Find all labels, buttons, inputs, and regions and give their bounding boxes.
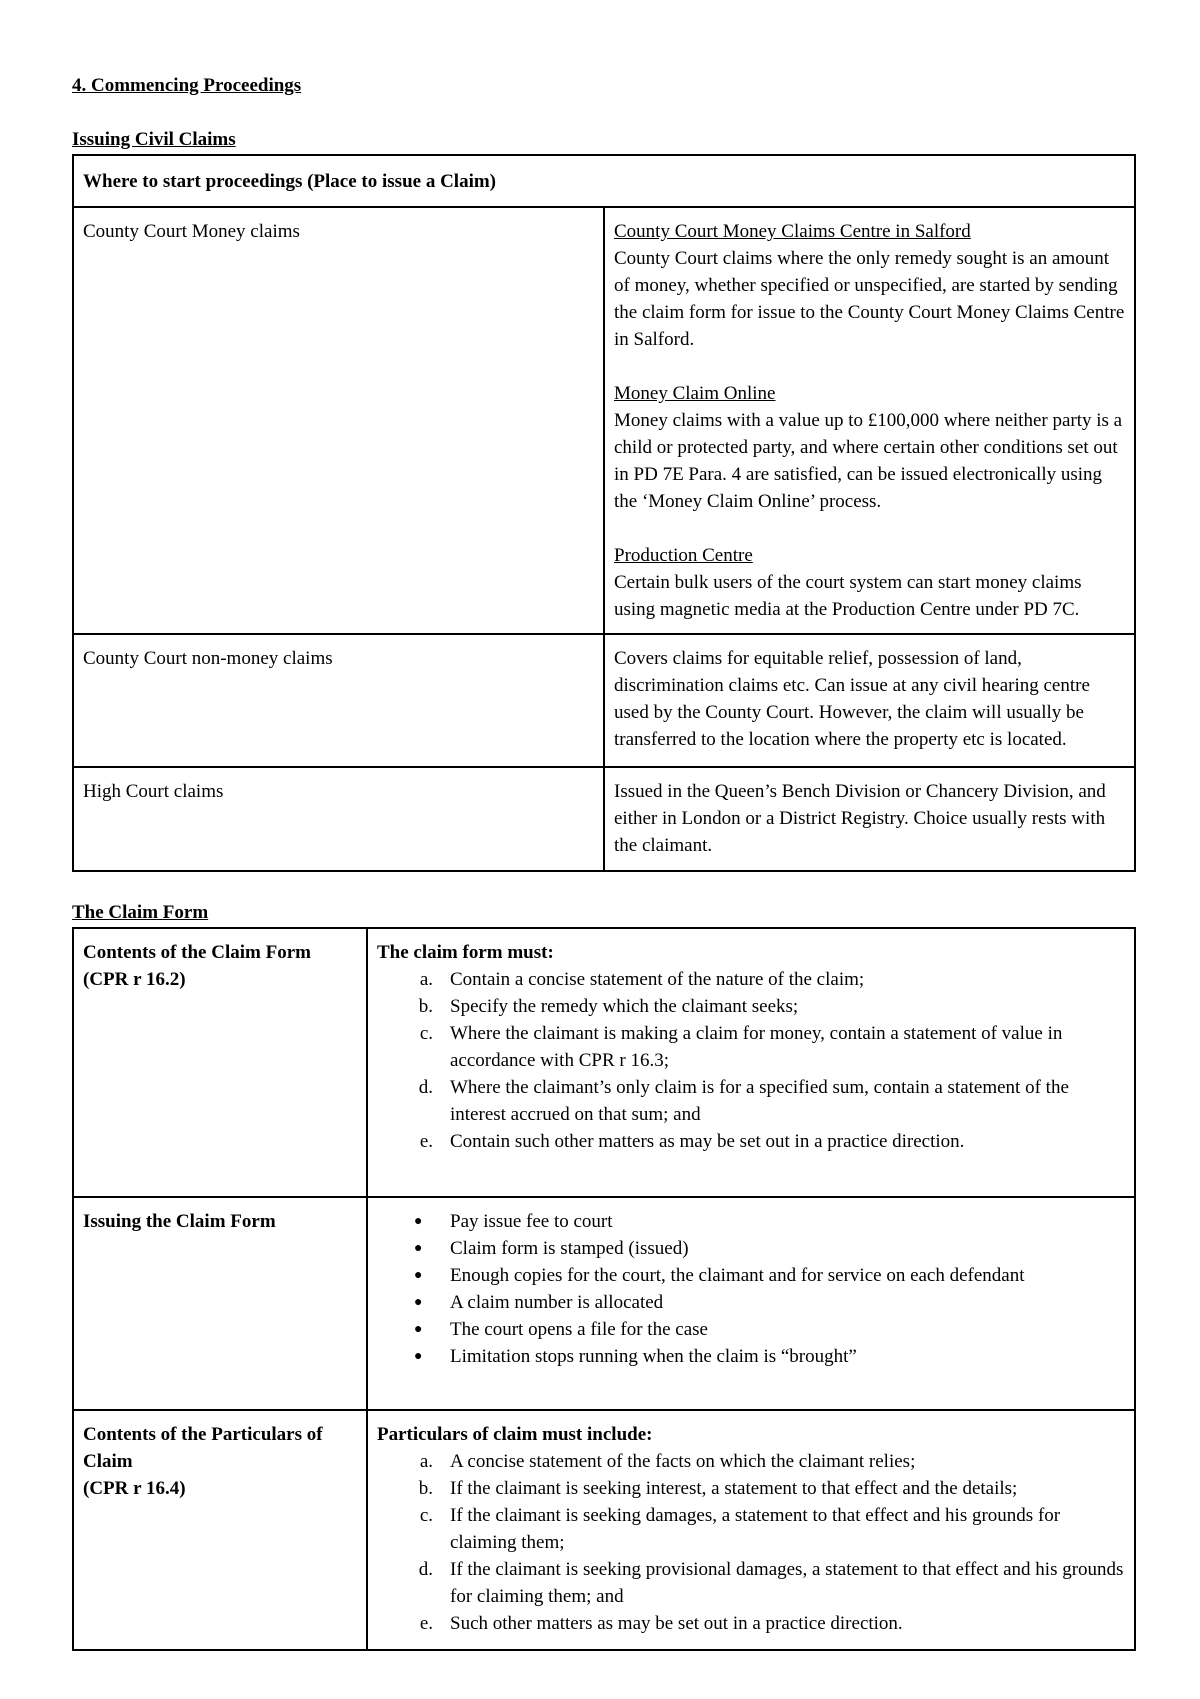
bullet-text: Enough copies for the court, the claimant and for service on each defendant — [450, 1265, 1025, 1286]
bullet-icon: ● — [414, 1349, 423, 1364]
list-marker: d. — [418, 1077, 433, 1098]
list-item — [377, 993, 1125, 1020]
table-header-cell: Where to start proceedings (Place to issue a Claim) — [73, 155, 1135, 207]
list-item — [377, 1448, 1125, 1475]
list-item — [377, 1502, 1125, 1556]
block-subheading: Production Centre — [614, 545, 753, 566]
lettered-list — [377, 966, 1125, 1155]
table-row — [73, 634, 1135, 767]
bullet-icon: ● — [414, 1241, 423, 1256]
list-item-text: Specify the remedy which the claimant seeks; — [450, 996, 799, 1017]
list-item — [377, 1475, 1125, 1502]
list-item-text: If the claimant is seeking damages, a statement to that effect and his grounds for claiming them; — [450, 1505, 1061, 1553]
row-content — [604, 207, 1135, 634]
list-marker: e. — [419, 1131, 433, 1152]
list-intro: The claim form must: — [377, 942, 554, 963]
row-label: County Court Money claims — [73, 207, 604, 634]
list-item-text: Contain a concise statement of the nature of the claim; — [450, 969, 865, 990]
document-page — [72, 70, 1136, 1651]
row-content — [367, 1410, 1135, 1650]
block-subheading: Money Claim Online — [614, 383, 776, 404]
bullet-text: Claim form is stamped (issued) — [450, 1238, 689, 1259]
list-item — [377, 966, 1125, 993]
list-marker: d. — [418, 1559, 433, 1580]
row-label-line: (CPR r 16.4) — [83, 1478, 186, 1499]
bullet-icon: ● — [414, 1214, 423, 1229]
row-label — [73, 1197, 367, 1410]
list-marker: a. — [419, 1451, 433, 1472]
row-label — [73, 928, 367, 1197]
list-item — [377, 1556, 1125, 1610]
row-label-line: Contents of the Claim Form — [83, 942, 311, 963]
list-intro: Particulars of claim must include: — [377, 1424, 653, 1445]
table-header-row — [73, 155, 1135, 207]
bullet-text: A claim number is allocated — [450, 1292, 664, 1313]
lettered-list — [377, 1448, 1125, 1637]
bullet-item — [377, 1316, 1125, 1343]
bullet-item — [377, 1208, 1125, 1235]
row-label-line: Issuing the Claim Form — [83, 1211, 276, 1232]
row-label-line: Contents of the Particulars of Claim — [83, 1424, 323, 1472]
table-row — [73, 1197, 1135, 1410]
list-item — [377, 1020, 1125, 1074]
row-content — [367, 1197, 1135, 1410]
list-item — [377, 1128, 1125, 1155]
block-text: Certain bulk users of the court system can start money claims using magnetic media at the Production Centre under PD 7C. — [614, 572, 1082, 620]
row-label-line: (CPR r 16.2) — [83, 969, 186, 990]
table-row — [73, 207, 1135, 634]
block-text: County Court claims where the only remedy sought is an amount of money, whether specified or unspecified, are started by sending the claim form for issue to the County Court Money Claims Centre in Salford. — [614, 248, 1125, 350]
row-content: Covers claims for equitable relief, possession of land, discrimination claims etc. Can issue at any civil hearing centre used by the County Court. However, the claim will usually be transferred to the location where the property etc is located. — [604, 634, 1135, 767]
list-marker: c. — [419, 1023, 433, 1044]
list-item-text: If the claimant is seeking interest, a statement to that effect and the details; — [450, 1478, 1018, 1499]
list-marker: e. — [419, 1613, 433, 1634]
bullet-item — [377, 1289, 1125, 1316]
where-to-start-table — [72, 154, 1136, 872]
list-item — [377, 1074, 1125, 1128]
list-item-text: Where the claimant’s only claim is for a specified sum, contain a statement of the interest accrued on that sum; and — [450, 1077, 1069, 1125]
list-item-text: A concise statement of the facts on which the claimant relies; — [450, 1451, 916, 1472]
list-marker: c. — [419, 1505, 433, 1526]
claim-form-table — [72, 927, 1136, 1651]
list-marker: b. — [418, 996, 433, 1017]
row-label: High Court claims — [73, 767, 604, 871]
bullet-item — [377, 1262, 1125, 1289]
list-item-text: Where the claimant is making a claim for money, contain a statement of value in accordance with CPR r 16.3; — [450, 1023, 1063, 1071]
list-item-text: If the claimant is seeking provisional damages, a statement to that effect and his grounds for claiming them; and — [450, 1559, 1124, 1607]
table-row — [73, 928, 1135, 1197]
row-content — [367, 928, 1135, 1197]
bullet-item — [377, 1235, 1125, 1262]
table-row — [73, 767, 1135, 871]
bullet-text: Limitation stops running when the claim is “brought” — [450, 1346, 857, 1367]
bullet-icon: ● — [414, 1295, 423, 1310]
bullet-item — [377, 1343, 1125, 1370]
list-marker: a. — [419, 969, 433, 990]
bullet-icon: ● — [414, 1322, 423, 1337]
bullet-icon: ● — [414, 1268, 423, 1283]
bullet-text: The court opens a file for the case — [450, 1319, 708, 1340]
list-item-text: Such other matters as may be set out in a practice direction. — [450, 1613, 903, 1634]
row-label: County Court non-money claims — [73, 634, 604, 767]
row-content: Issued in the Queen’s Bench Division or Chancery Division, and either in London or a District Registry. Choice usually rests with the claimant. — [604, 767, 1135, 871]
row-label — [73, 1410, 367, 1650]
section-heading-issuing-civil-claims: Issuing Civil Claims — [72, 129, 236, 150]
table-row — [73, 1410, 1135, 1650]
list-item-text: Contain such other matters as may be set out in a practice direction. — [450, 1131, 965, 1152]
bullet-text: Pay issue fee to court — [450, 1211, 613, 1232]
document-title: 4. Commencing Proceedings — [72, 75, 302, 96]
list-marker: b. — [418, 1478, 433, 1499]
block-text: Money claims with a value up to £100,000 where neither party is a child or protected party, and where certain other conditions set out in PD 7E Para. 4 are satisfied, can be issued electronically using the ‘Money Claim Online’ process. — [614, 410, 1123, 512]
section-heading-claim-form: The Claim Form — [72, 902, 209, 923]
bullet-list — [377, 1208, 1125, 1370]
block-subheading: County Court Money Claims Centre in Salford — [614, 221, 971, 242]
list-item — [377, 1610, 1125, 1637]
